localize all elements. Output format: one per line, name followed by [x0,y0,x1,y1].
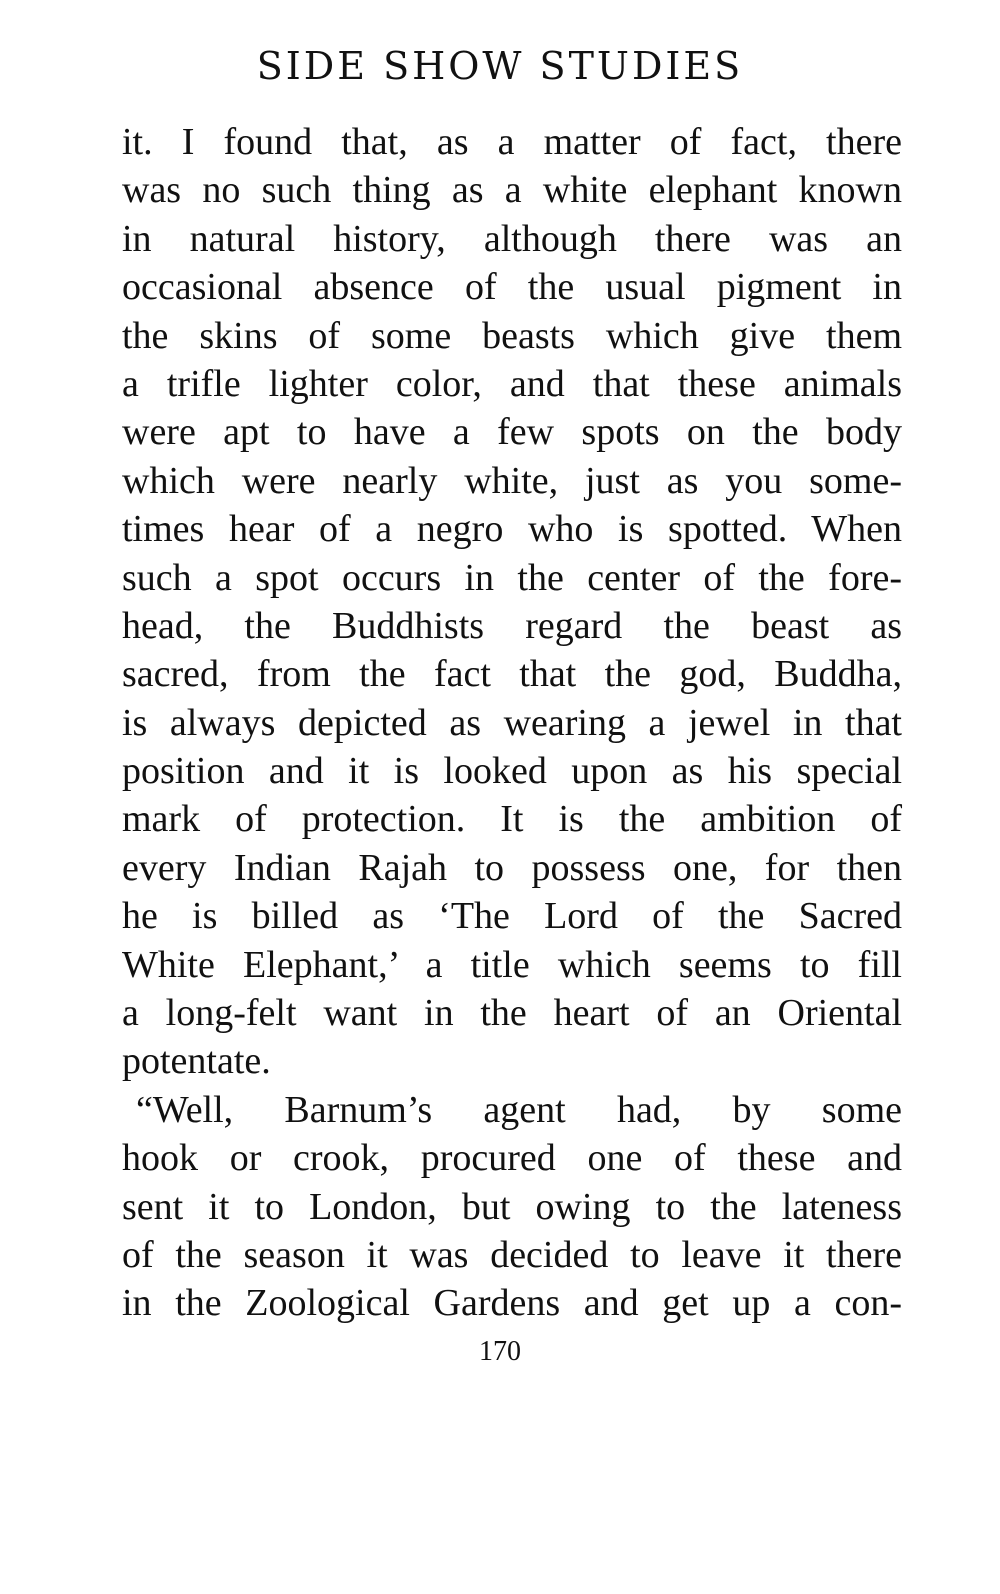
text-line: was no such thing as a white elephant known [122,169,902,212]
text-line: in natural history, although there was an [122,217,902,260]
page-number: 170 [479,1336,521,1367]
text-line: “Well, Barnum’s agent had, by some [136,1088,902,1131]
text-line: a long-felt want in the heart of an Oriental [122,992,902,1035]
text-line: sent it to London, but owing to the lateness [122,1185,902,1228]
text-line: the skins of some beasts which give them [122,314,902,357]
text-line: White Elephant,’ a title which seems to fill [122,943,902,986]
text-line: times hear of a negro who is spotted. When [122,508,902,551]
text-line: sacred, from the fact that the god, Buddha, [122,653,902,696]
text-line: every Indian Rajah to possess one, for then [122,846,902,889]
text-line: hook or crook, procured one of these and [122,1137,902,1180]
text-line: were apt to have a few spots on the body [122,411,902,454]
text-line: is always depicted as wearing a jewel in that [122,701,902,744]
body-text [122,118,902,1328]
text-line: head, the Buddhists regard the beast as [122,604,902,647]
text-line: of the season it was decided to leave it there [122,1233,902,1276]
text-line: in the Zoological Gardens and get up a con- [122,1282,902,1325]
text-line: which were nearly white, just as you some- [122,459,902,502]
text-line: it. I found that, as a matter of fact, there [122,121,902,163]
text-line: occasional absence of the usual pigment in [122,266,902,309]
text-line: he is billed as ‘The Lord of the Sacred [122,895,902,938]
text-line: a trifle lighter color, and that these animals [122,362,902,405]
text-line: such a spot occurs in the center of the fore- [122,556,902,599]
text-line: position and it is looked upon as his special [122,750,902,793]
text-line: potentate. [122,1040,271,1083]
text-line: mark of protection. It is the ambition of [122,798,902,841]
running-head: SIDE SHOW STUDIES [256,44,744,88]
